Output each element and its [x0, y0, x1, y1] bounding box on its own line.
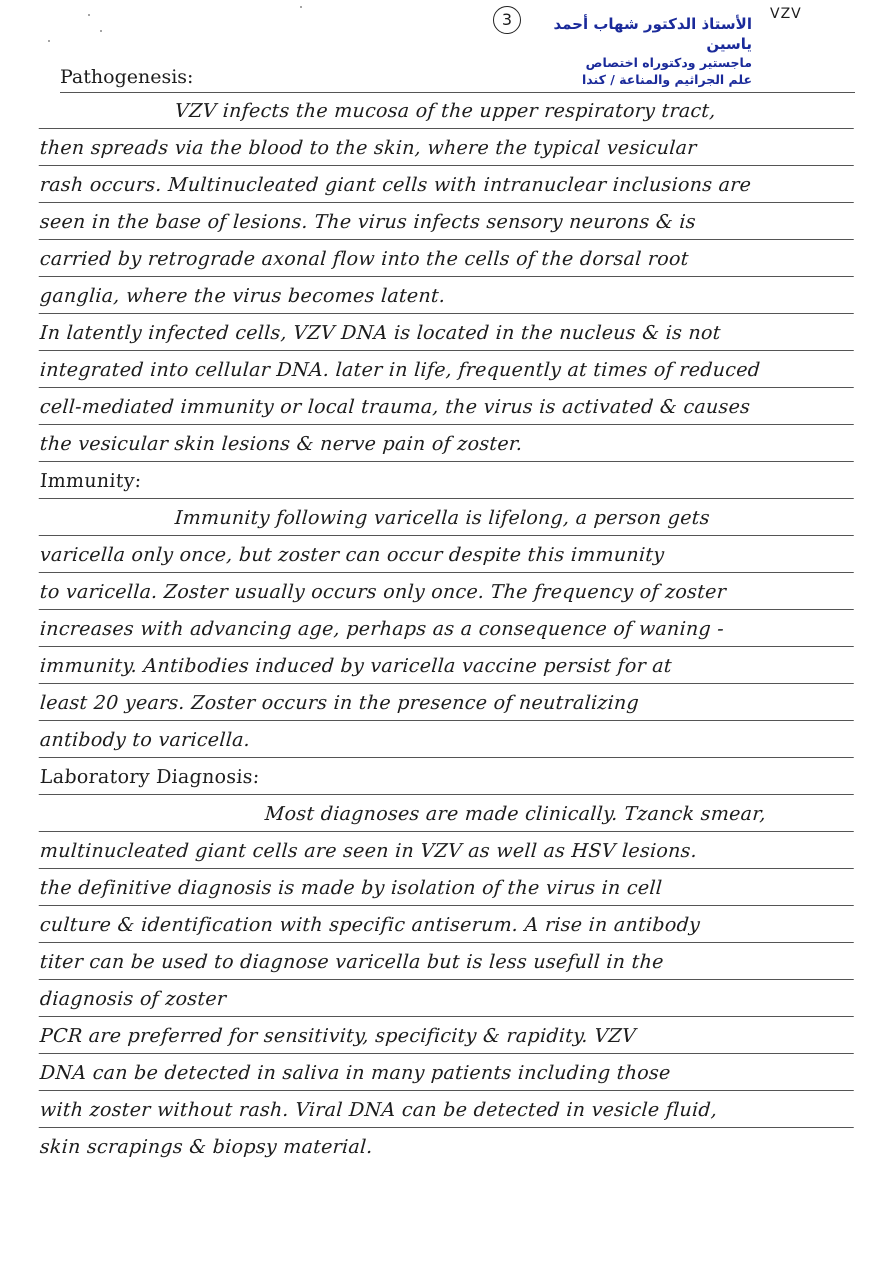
text-line: ganglia, where the virus becomes latent. — [39, 277, 857, 314]
stamp-line-3: علم الجراثيم والمناعة / كندا — [582, 72, 752, 87]
pathogenesis-heading: Pathogenesis: — [60, 62, 855, 93]
stamp-name: الأستاذ الدكتور شهاب أحمد ياسين — [553, 15, 752, 53]
text-line: seen in the base of lesions. The virus infects sensory neurons & is — [39, 203, 857, 240]
text-line: to varicella. Zoster usually occurs only once. The frequency of zoster — [39, 573, 857, 610]
text-line: multinucleated giant cells are seen in VZV as well as HSV lesions. — [39, 832, 857, 869]
topic-tag: VZV — [770, 6, 802, 22]
immunity-heading: Immunity: — [39, 462, 857, 499]
stamp-line-2: ماجستير ودكتوراه اختصاص — [585, 55, 752, 70]
text-line: increases with advancing age, perhaps as a consequence of waning - — [39, 610, 857, 647]
text-line: diagnosis of zoster — [39, 980, 857, 1017]
text-line: carried by retrograde axonal flow into the cells of the dorsal root — [39, 240, 857, 277]
text-line: the vesicular skin lesions & nerve pain of zoster. — [39, 425, 857, 462]
text-line: integrated into cellular DNA. later in life, frequently at times of reduced — [39, 351, 857, 388]
text-line: skin scrapings & biopsy material. — [39, 1136, 374, 1158]
text-line: titer can be used to diagnose varicella but is less usefull in the — [39, 943, 857, 980]
text-line: then spreads via the blood to the skin, where the typical vesicular — [39, 129, 857, 166]
text-line: antibody to varicella. — [39, 721, 857, 758]
text-line: immunity. Antibodies induced by varicella vaccine persist for at — [39, 647, 857, 684]
text-line: In latently infected cells, VZV DNA is located in the nucleus & is not — [39, 314, 857, 351]
text-line: least 20 years. Zoster occurs in the presence of neutralizing — [39, 684, 857, 721]
text-line: Immunity following varicella is lifelong, a person gets — [39, 499, 857, 536]
text-line: the definitive diagnosis is made by isolation of the virus in cell — [39, 869, 857, 906]
lab-diagnosis-heading: Laboratory Diagnosis: — [39, 758, 857, 795]
text-line: PCR are preferred for sensitivity, specificity & rapidity. VZV — [39, 1017, 857, 1054]
page-number-circle: 3 — [493, 6, 521, 34]
text-line: with zoster without rash. Viral DNA can be detected in vesicle fluid, — [39, 1091, 857, 1128]
text-line: VZV infects the mucosa of the upper respiratory tract, — [39, 92, 857, 129]
text-line: DNA can be detected in saliva in many patients including those — [39, 1054, 857, 1091]
text-line: culture & identification with specific antiserum. A rise in antibody — [39, 906, 857, 943]
ruled-text-block — [40, 92, 855, 1164]
text-line: varicella only once, but zoster can occur despite this immunity — [39, 536, 857, 573]
text-line: cell-mediated immunity or local trauma, the virus is activated & causes — [39, 388, 857, 425]
text-line: Most diagnoses are made clinically. Tzanck smear, — [39, 795, 857, 832]
text-line: rash occurs. Multinucleated giant cells with intranuclear inclusions are — [39, 166, 857, 203]
